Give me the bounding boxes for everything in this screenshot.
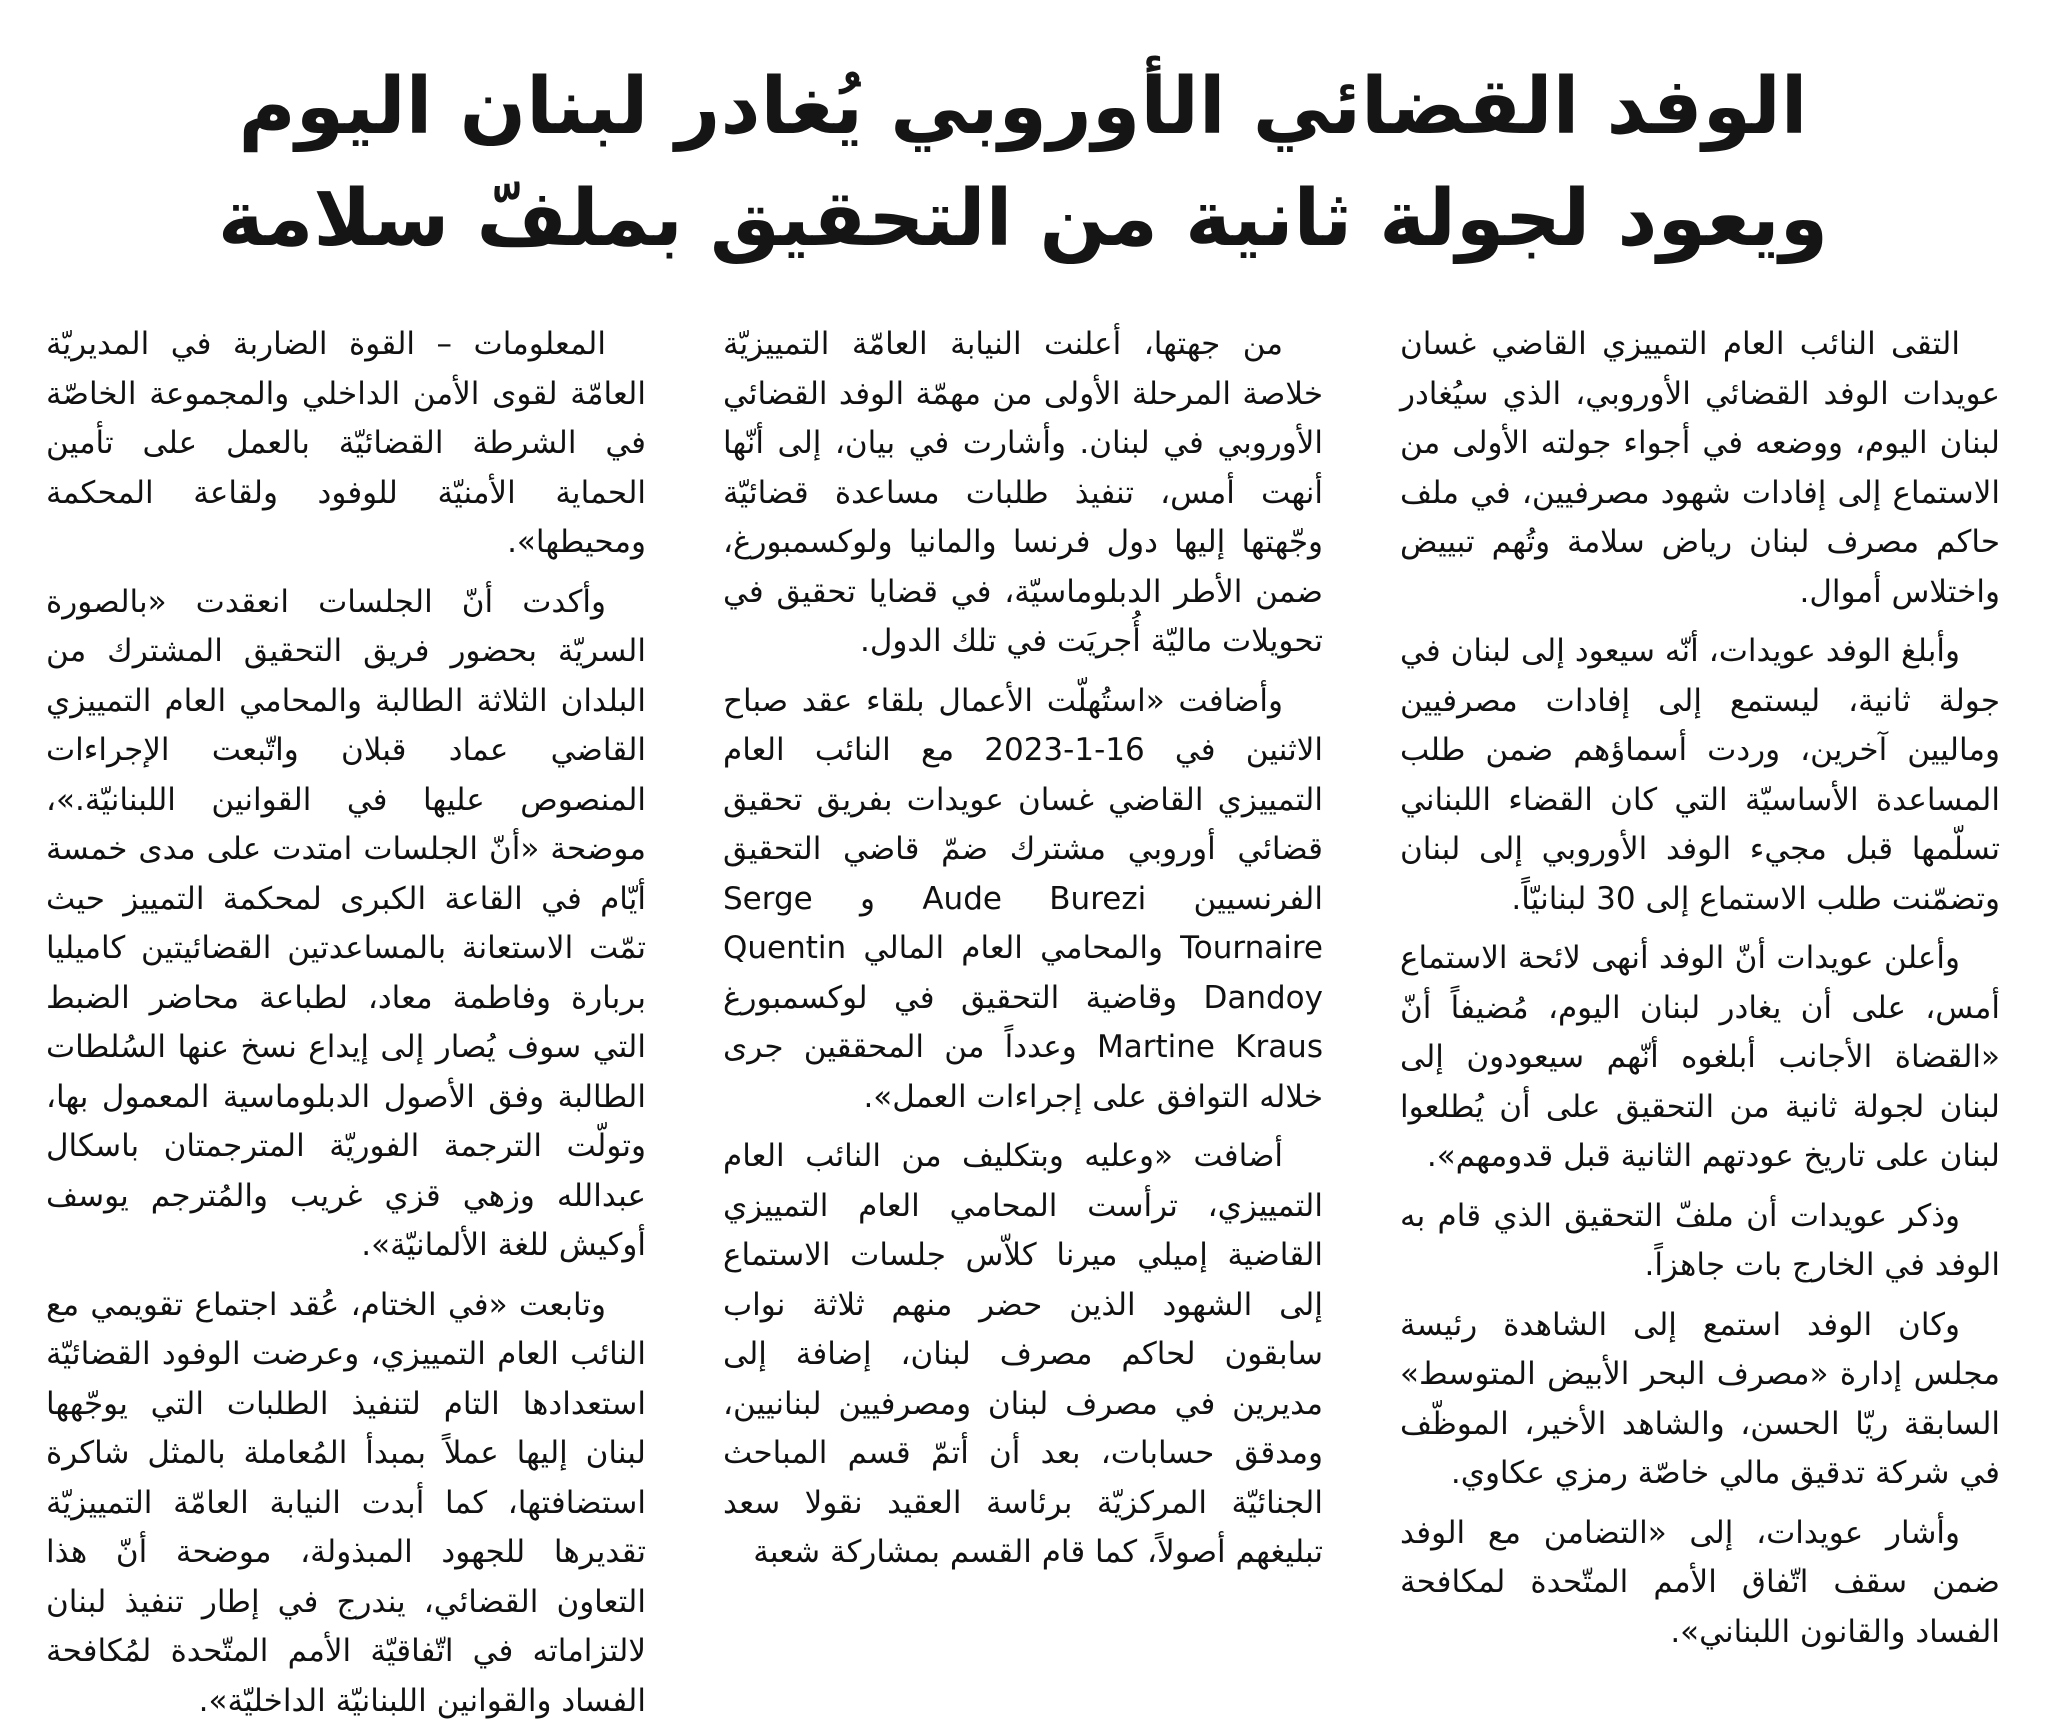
headline	[50, 51, 1996, 275]
paragraph: أضافت «وعليه وبتكليف من النائب العام التمييزي، ترأست المحامي العام التمييزي القاضية إميلي ميرنا كلاّس جلسات الاستماع إلى الشهود الذين حضر منهم ثلاثة نواب سابقون لحاكم مصرف لبنان، إضافة إلى مديرين في مصرف لبنان ومصرفيين لبنانيين، ومدقق حسابات، بعد أن أتمّ قسم المباحث الجنائيّة المركزيّة برئاسة العقيد نقولا سعد تبليغهم أصولاً، كما قام القسم بمشاركة شعبة	[723, 1132, 1323, 1578]
paragraph: وأكدت أنّ الجلسات انعقدت «بالصورة السريّة بحضور فريق التحقيق المشترك من البلدان الثلاثة الطالبة والمحامي العام التمييزي القاضي عماد قبلان واتّبعت الإجراءات المنصوص عليها في القوانين اللبنانيّة.»، موضحة «أنّ الجلسات امتدت على مدى خمسة أيّام في القاعة الكبرى لمحكمة التمييز حيث تمّت الاستعانة بالمساعدتين القضائيتين كاميليا بربارة وفاطمة معاد، لطباعة محاضر الضبط التي سوف يُصار إلى إيداع نسخ عنها السُلطات الطالبة وفق الأصول الدبلوماسية المعمول بها، وتولّت الترجمة الفوريّة المترجمتان باسكال عبدالله وزهي قزي غريب والمُترجم يوسف أوكيش للغة الألمانيّة».	[46, 578, 646, 1271]
headline-line-2: ويعود لجولة ثانية من التحقيق بملفّ سلامة	[50, 163, 1996, 275]
headline-line-1: الوفد القضائي الأوروبي يُغادر لبنان اليوم	[50, 51, 1996, 163]
column-middle	[723, 320, 1323, 1608]
paragraph: وأشار عويدات، إلى «التضامن مع الوفد ضمن سقف اتّفاق الأمم المتّحدة لمكافحة الفساد والقانون اللبناني».	[1400, 1509, 2000, 1658]
paragraph: وتابعت «في الختام، عُقد اجتماع تقويمي مع النائب العام التمييزي، وعرضت الوفود القضائيّة استعدادها التام لتنفيذ الطلبات التي يوجّهها لبنان إليها عملاً بمبدأ المُعاملة بالمثل شاكرة استضافتها، كما أبدت النيابة العامّة التمييزيّة تقديرها للجهود المبذولة، موضحة أنّ هذا التعاون القضائي، يندرج في إطار تنفيذ لبنان لالتزاماته في اتّفاقيّة الأمم المتّحدة لمُكافحة الفساد والقوانين اللبنانيّة الداخليّة».	[46, 1281, 646, 1726]
paragraph: وأبلغ الوفد عويدات، أنّه سيعود إلى لبنان في جولة ثانية، ليستمع إلى إفادات مصرفيين وماليين آخرين، وردت أسماؤهم ضمن طلب المساعدة الأساسيّة التي كان القضاء اللبناني تسلّمها قبل مجيء الوفد الأوروبي إلى لبنان وتضمّنت طلب الاستماع إلى 30 لبنانيّاً.	[1400, 627, 2000, 924]
paragraph: المعلومات – القوة الضاربة في المديريّة العامّة لقوى الأمن الداخلي والمجموعة الخاصّة في الشرطة القضائيّة بالعمل على تأمين الحماية الأمنيّة للوفود ولقاعة المحكمة ومحيطها».	[46, 320, 646, 568]
paragraph: وأضافت «استُهلّت الأعمال بلقاء عقد صباح الاثنين في 16-1-2023 مع النائب العام التمييزي القاضي غسان عويدات بفريق تحقيق قضائي أوروبي مشترك ضمّ قاضي التحقيق الفرنسيين Aude Burezi و Serge Tournaire والمحامي العام المالي Quentin Dandoy وقاضية التحقيق في لوكسمبورغ Martine Kraus وعدداً من المحققين جرى خلاله التوافق على إجراءات العمل».	[723, 677, 1323, 1123]
paragraph: وأعلن عويدات أنّ الوفد أنهى لائحة الاستماع أمس، على أن يغادر لبنان اليوم، مُضيفاً أنّ «القضاة الأجانب أبلغوه أنّهم سيعودون إلى لبنان لجولة ثانية من التحقيق على أن يُطلعوا لبنان على تاريخ عودتهم الثانية قبل قدومهم».	[1400, 934, 2000, 1182]
paragraph: التقى النائب العام التمييزي القاضي غسان عويدات الوفد القضائي الأوروبي، الذي سيُغادر لبنان اليوم، ووضعه في أجواء جولته الأولى من الاستماع إلى إفادات شهود مصرفيين، في ملف حاكم مصرف لبنان رياض سلامة وتُهم تبييض واختلاس أموال.	[1400, 320, 2000, 617]
article-columns	[46, 320, 2000, 1608]
paragraph: وذكر عويدات أن ملفّ التحقيق الذي قام به الوفد في الخارج بات جاهزاً.	[1400, 1192, 2000, 1291]
paragraph: وكان الوفد استمع إلى الشاهدة رئيسة مجلس إدارة «مصرف البحر الأبيض المتوسط» السابقة ريّا الحسن، والشاهد الأخير، الموظّف في شركة تدقيق مالي خاصّة رمزي عكاوي.	[1400, 1301, 2000, 1499]
paragraph: من جهتها، أعلنت النيابة العامّة التمييزيّة خلاصة المرحلة الأولى من مهمّة الوفد القضائي الأوروبي في لبنان. وأشارت في بيان، إلى أنّها أنهت أمس، تنفيذ طلبات مساعدة قضائيّة وجّهتها إليها دول فرنسا والمانيا ولوكسمبورغ، ضمن الأطر الدبلوماسيّة، في قضايا تحقيق في تحويلات ماليّة أُجريَت في تلك الدول.	[723, 320, 1323, 667]
column-left	[46, 320, 646, 1608]
column-right	[1400, 320, 2000, 1608]
